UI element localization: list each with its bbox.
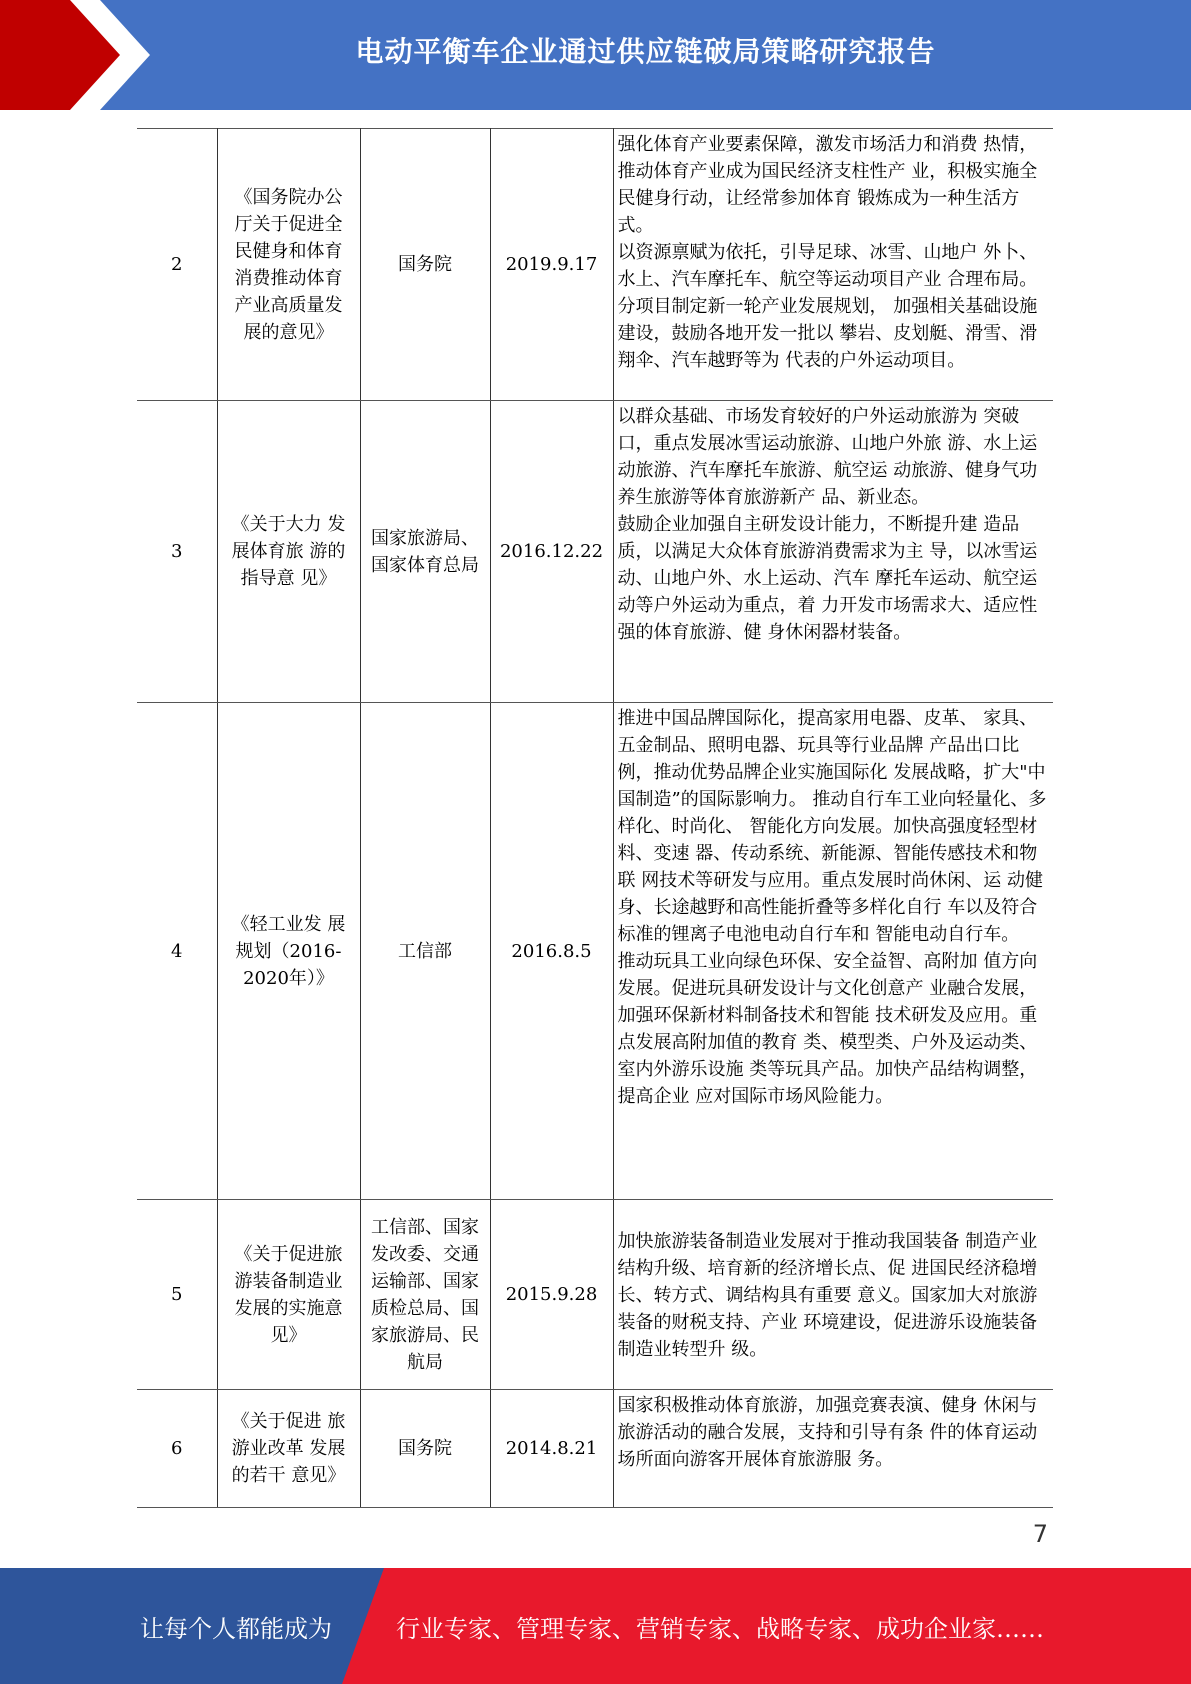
- row-number: 5: [137, 1200, 217, 1390]
- report-title: 电动平衡车企业通过供应链破局策略研究报告: [355, 35, 936, 68]
- table-row: [137, 1200, 1053, 1390]
- row-number: 4: [137, 703, 217, 1200]
- content-paragraph: 以资源禀赋为依托，引导足球、冰雪、山地户 外卜、水上、汽车摩托车、航空等运动项目产业 合理布局。分项目制定新一轮产业发展规划， 加强相关基础设施建设，鼓励各地开发一批以 攀岩、皮划艇、滑雪、滑翔伞、汽车越野等为 代表的户外运动项目。: [617, 242, 1038, 371]
- issuing-authority: 工信部: [360, 703, 490, 1200]
- policy-content: [613, 1390, 1053, 1508]
- content-paragraph: 强化体育产业要素保障，激发市场活力和消费 热情，推动体育产业成为国民经济支柱性产 业，积极实施全民健身行动，让经常参加体育 锻炼成为一种生活方式。: [617, 134, 1038, 236]
- content-paragraph: 推动玩具工业向绿色环保、安全益智、高附加 值方向发展。促进玩具研发设计与文化创意产 业融合发展，加强环保新材料制备技术和智能 技术研发及应用。重点发展高附加值的教育 类、模型类、户外及运动类、室内外游乐设施 类等玩具产品。加快产品结构调整，提高企业 应对国际市场风险能力。: [617, 951, 1038, 1107]
- issue-date: 2014.8.21: [490, 1390, 613, 1508]
- content-paragraph: 鼓励企业加强自主研发设计能力，不断提升建 造品质，以满足大众体育旅游消费需求为主 导，以冰雪运动、山地户外、水上运动、汽车 摩托车运动、航空运动等户外运动为重点，着 力开发市场需求大、适应性强的体育旅游、健 身休闲器材装备。: [617, 514, 1038, 643]
- policy-content: [613, 129, 1053, 401]
- issue-date: 2015.9.28: [490, 1200, 613, 1390]
- footer-slogan-right: 行业专家、管理专家、营销专家、战略专家、成功企业家……: [396, 1614, 1044, 1643]
- row-number: 6: [137, 1390, 217, 1508]
- table-row: [137, 703, 1053, 1200]
- policy-title: 《轻工业发 展规划（2016-2020年）》: [217, 703, 360, 1200]
- policy-table: [137, 128, 1053, 1508]
- issue-date: 2019.9.17: [490, 129, 613, 401]
- issue-date: 2016.12.22: [490, 401, 613, 703]
- policy-content: [613, 703, 1053, 1200]
- issuing-authority: 国务院: [360, 1390, 490, 1508]
- policy-title: 《关于促进 旅游业改革 发展的若干 意见》: [217, 1390, 360, 1508]
- issuing-authority: 国家旅游局、国家体育总局: [360, 401, 490, 703]
- table-row: [137, 129, 1053, 401]
- table-row: [137, 1390, 1053, 1508]
- policy-content: [613, 1200, 1053, 1390]
- issuing-authority: 工信部、国家发改委、交通运输部、国家质检总局、国家旅游局、民航局: [360, 1200, 490, 1390]
- issue-date: 2016.8.5: [490, 703, 613, 1200]
- content-paragraph: 国家积极推动体育旅游，加强竞赛表演、健身 休闲与旅游活动的融合发展，支持和引导有条 件的体育运动场所面向游客开展体育旅游服 务。: [617, 1395, 1038, 1470]
- policy-title: 《关于大力 发展体育旅 游的指导意 见》: [217, 401, 360, 703]
- row-number: 3: [137, 401, 217, 703]
- page-header: [0, 0, 1191, 110]
- policy-title: 《关于促进旅游装备制造业发展的实施意见》: [217, 1200, 360, 1390]
- policy-title: 《国务院办公厅关于促进全民健身和体育消费推动体育产业高质量发展的意见》: [217, 129, 360, 401]
- page-footer: [0, 1568, 1191, 1684]
- content-paragraph: 推进中国品牌国际化，提高家用电器、皮革、 家具、五金制品、照明电器、玩具等行业品牌 产品出口比例，推动优势品牌企业实施国际化 发展战略，扩大"中国制造”的国际影响力。 推动自行车工业向轻量化、多样化、时尚化、 智能化方向发展。加快高强度轻型材料、变速 器、传动系统、新能源、智能传感技术和物联 网技术等研发与应用。重点发展时尚休闲、运 动健身、长途越野和高性能折叠等多样化自行 车以及符合标准的锂离子电池电动自行车和 智能电动自行车。: [617, 708, 1047, 945]
- footer-slogan-left: 让每个人都能成为: [140, 1614, 332, 1643]
- content-paragraph: 加快旅游装备制造业发展对于推动我国装备 制造产业结构升级、培育新的经济增长点、促 进国民经济稳增长、转方式、调结构具有重要 意义。国家加大对旅游装备的财税支持、产业 环境建设，促进游乐设施装备制造业转型升 级。: [617, 1231, 1038, 1360]
- policy-content: [613, 401, 1053, 703]
- issuing-authority: 国务院: [360, 129, 490, 401]
- table-row: [137, 401, 1053, 703]
- row-number: 2: [137, 129, 217, 401]
- content-paragraph: 以群众基础、市场发育较好的户外运动旅游为 突破口，重点发展冰雪运动旅游、山地户外旅 游、水上运动旅游、汽车摩托车旅游、航空运 动旅游、健身气功养生旅游等体育旅游新产 品、新业态。: [617, 406, 1038, 508]
- page-number: 7: [1032, 1520, 1048, 1548]
